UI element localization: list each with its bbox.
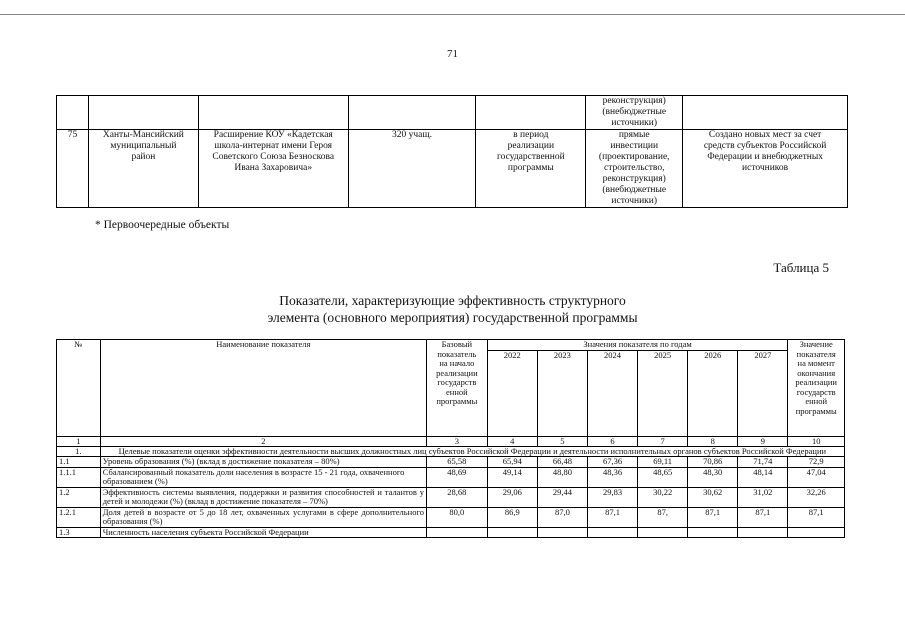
year-value: 30,62 xyxy=(688,487,738,507)
column-number: 5 xyxy=(537,436,587,446)
year-value xyxy=(487,527,537,538)
table-row xyxy=(57,457,845,468)
final-value xyxy=(788,527,845,538)
column-number: 10 xyxy=(788,436,845,446)
column-number: 2 xyxy=(100,436,426,446)
municipality-cell: Ханты-Мансийский муниципальный район xyxy=(88,130,198,208)
header-year: 2022 xyxy=(487,350,537,436)
year-value: 65,94 xyxy=(487,457,537,468)
section-row xyxy=(57,446,845,457)
footnote: * Первоочередные объекты xyxy=(95,219,230,231)
base-value: 28,68 xyxy=(426,487,487,507)
row-number-cell: 75 xyxy=(57,130,89,208)
header-row-1 xyxy=(57,340,845,351)
header-base: Базовый показатель на начало реализации государств енной программы xyxy=(426,340,487,437)
column-numbers-row xyxy=(57,436,845,446)
header-year: 2024 xyxy=(587,350,637,436)
header-years-group: Значения показателя по годам xyxy=(487,340,788,351)
row-number: 1.3 xyxy=(57,527,101,538)
table-row xyxy=(57,467,845,487)
year-value: 29,06 xyxy=(487,487,537,507)
year-value: 67,36 xyxy=(587,457,637,468)
year-value: 48,65 xyxy=(638,467,688,487)
row-number: 1.1 xyxy=(57,457,101,468)
objects-table-continuation xyxy=(56,95,848,208)
final-value: 47,04 xyxy=(788,467,845,487)
year-value: 70,86 xyxy=(688,457,738,468)
column-number: 6 xyxy=(587,436,637,446)
object-cell: Расширение КОУ «Кадетская школа-интернат имени Героя Советского Союза Безноскова Ивана Захаровича» xyxy=(198,130,348,208)
capacity-cell: 320 учащ. xyxy=(348,130,476,208)
header-year: 2025 xyxy=(638,350,688,436)
header-final: Значение показателя на момент окончания реализации государств енной программы xyxy=(788,340,845,437)
year-value: 86,9 xyxy=(487,507,537,527)
indicator-name: Эффективность системы выявления, поддержки и развития способностей и талантов у детей и молодежи (%) (вклад в достижение показателя – 70%) xyxy=(100,487,426,507)
table-label: Таблица 5 xyxy=(773,260,829,275)
section-number: 1. xyxy=(57,446,101,457)
year-value: 87,1 xyxy=(738,507,788,527)
header-name: Наименование показателя xyxy=(100,340,426,437)
column-number: 4 xyxy=(487,436,537,446)
year-value: 49,14 xyxy=(487,467,537,487)
table-title-line-2: элемента (основного мероприятия) государственной программы xyxy=(267,310,638,325)
indicator-name: Сбалансированный показатель доли населения в возрасте 15 - 21 года, охваченного образованием (%) xyxy=(100,467,426,487)
year-value: 87,1 xyxy=(587,507,637,527)
table-row xyxy=(57,96,848,130)
column-number: 3 xyxy=(426,436,487,446)
table-title xyxy=(0,292,905,326)
table-row xyxy=(57,527,845,538)
year-value: 48,80 xyxy=(537,467,587,487)
header-year: 2023 xyxy=(537,350,587,436)
year-value: 87, xyxy=(638,507,688,527)
table-row xyxy=(57,487,845,507)
year-value: 48,36 xyxy=(587,467,637,487)
year-value: 69,11 xyxy=(638,457,688,468)
indicators-table xyxy=(56,339,845,538)
year-value xyxy=(587,527,637,538)
final-value: 72,9 xyxy=(788,457,845,468)
table-row xyxy=(57,507,845,527)
year-value xyxy=(537,527,587,538)
column-number: 1 xyxy=(57,436,101,446)
year-value: 48,14 xyxy=(738,467,788,487)
base-value xyxy=(426,527,487,538)
final-value: 32,26 xyxy=(788,487,845,507)
final-value: 87,1 xyxy=(788,507,845,527)
column-number: 9 xyxy=(738,436,788,446)
period-cell: в период реализации государственной программы xyxy=(476,130,586,208)
year-value: 87,0 xyxy=(537,507,587,527)
year-value: 29,44 xyxy=(537,487,587,507)
table-row xyxy=(57,130,848,208)
indicator-name: Уровень образования (%) (вклад в достижение показателя – 80%) xyxy=(100,457,426,468)
year-value: 48,30 xyxy=(688,467,738,487)
year-value: 31,02 xyxy=(738,487,788,507)
indicator-name: Численность населения субъекта Российской Федерации xyxy=(100,527,426,538)
scan-edge-line xyxy=(0,14,905,15)
result-cell: Создано новых мест за счет средств субъектов Российской Федерации и внебюджетных источников xyxy=(683,130,848,208)
base-value: 48,69 xyxy=(426,467,487,487)
base-value: 80,0 xyxy=(426,507,487,527)
base-value: 65,58 xyxy=(426,457,487,468)
year-value xyxy=(688,527,738,538)
year-value: 87,1 xyxy=(688,507,738,527)
mechanism-cell: прямые инвестиции (проектирование, строительство, реконструкция) (внебюджетные источники) xyxy=(586,130,683,208)
year-value: 29,83 xyxy=(587,487,637,507)
section-title: Целевые показатели оценки эффективности деятельности высших должностных лиц субъектов Российской Федерации и деятельности исполнительных органов субъектов Российской Федерации xyxy=(100,446,844,457)
header-year: 2026 xyxy=(688,350,738,436)
year-value: 30,22 xyxy=(638,487,688,507)
year-value xyxy=(738,527,788,538)
header-year: 2027 xyxy=(738,350,788,436)
indicator-name: Доля детей в возрасте от 5 до 18 лет, охваченных услугами в сфере дополнительного образования (%) xyxy=(100,507,426,527)
mechanism-cell: реконструкция) (внебюджетные источники) xyxy=(586,96,683,130)
year-value: 71,74 xyxy=(738,457,788,468)
table-title-line-1: Показатели, характеризующие эффективность структурного xyxy=(279,293,626,308)
page-number: 71 xyxy=(447,48,458,60)
header-no: № xyxy=(57,340,101,437)
column-number: 8 xyxy=(688,436,738,446)
row-number: 1.2 xyxy=(57,487,101,507)
row-number: 1.1.1 xyxy=(57,467,101,487)
column-number: 7 xyxy=(638,436,688,446)
year-value xyxy=(638,527,688,538)
year-value: 66,48 xyxy=(537,457,587,468)
row-number: 1.2.1 xyxy=(57,507,101,527)
